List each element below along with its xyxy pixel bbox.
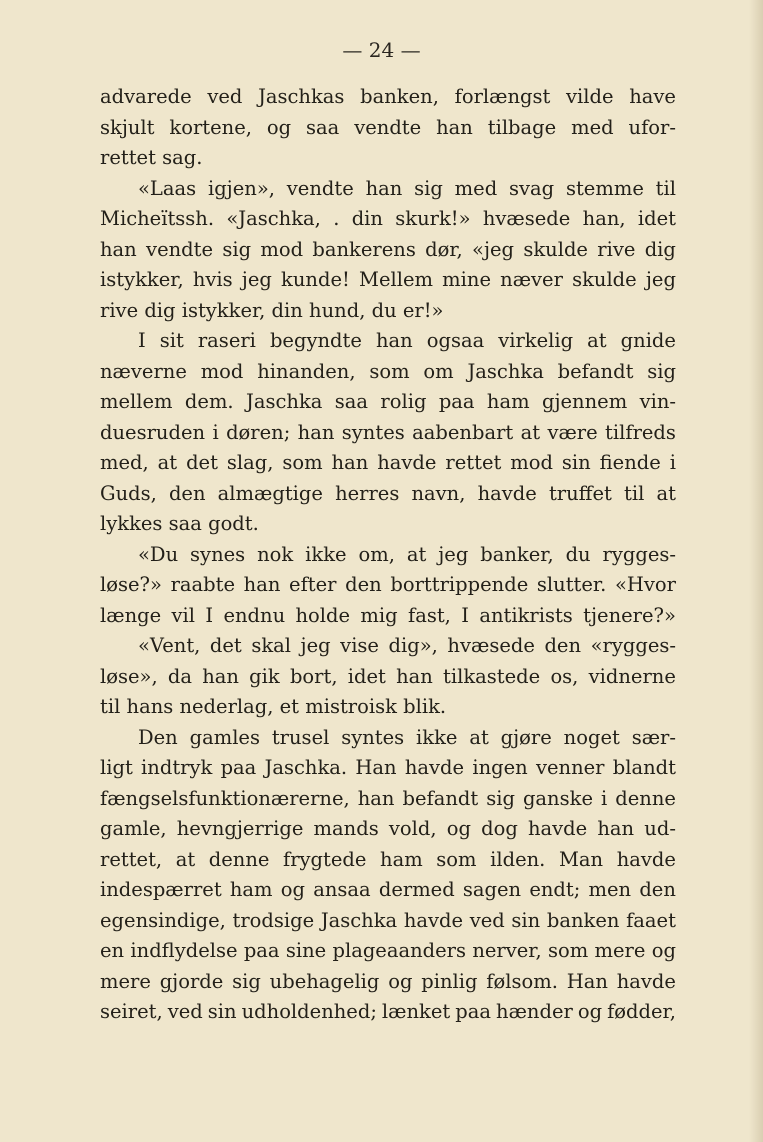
text-line: ligt indtryk paa Jaschka. Han havde ingen venner blandt <box>100 756 676 779</box>
text-line: længe vil I endnu holde mig fast, I antikrists tjenere?» <box>100 603 676 627</box>
text-line: løse», da han gik bort, idet han tilkastede os, vidnerne <box>100 664 676 688</box>
text-line: istykker, hvis jeg kunde! Mellem mine næver skulde jeg <box>100 268 676 291</box>
text-line: mere gjorde sig ubehagelig og pinlig følsom. Han havde <box>100 969 676 993</box>
text-line: løse?» raabte han efter den borttrippende slutter. «Hvor <box>100 573 676 596</box>
text-line: advarede ved Jaschkas banken, forlængst vilde have <box>100 85 676 108</box>
text-line: fængselsfunktionærerne, han befandt sig ganske i denne <box>100 786 676 810</box>
page-number: — 24 — <box>342 38 421 62</box>
text-line: med, at det slag, som han havde rettet mod sin fiende i <box>100 451 676 474</box>
text-line: han vendte sig mod bankerens dør, «jeg skulde rive dig <box>100 237 676 261</box>
text-line: duesruden i døren; han syntes aabenbart at være tilfreds <box>100 420 676 444</box>
text-line: I sit raseri begyndte han ogsaa virkelig at gnide <box>138 329 676 352</box>
text-line: skjult kortene, og saa vendte han tilbage med ufor- <box>100 115 676 139</box>
text-line: gamle, hevngjerrige mands vold, og dog havde han ud- <box>100 817 676 840</box>
text-line: til hans nederlag, et mistroisk blik. <box>100 695 447 718</box>
text-line: seiret, ved sin udholdenhed; lænket paa hænder og fødder, <box>100 1000 676 1023</box>
page-edge-shadow <box>749 0 763 1142</box>
text-line: rettet sag. <box>100 146 203 169</box>
text-line: indespærret ham og ansaa dermed sagen endt; men den <box>100 878 676 901</box>
body-text <box>100 82 676 1028</box>
text-line: en indflydelse paa sine plageaanders nerver, som mere og <box>100 939 676 962</box>
text-line: mellem dem. Jaschka saa rolig paa ham gjennem vin- <box>100 390 676 413</box>
text-line: «Vent, det skal jeg vise dig», hvæsede den «rygges- <box>138 634 676 657</box>
text-line: næverne mod hinanden, som om Jaschka befandt sig <box>100 359 676 383</box>
text-line: Den gamles trusel syntes ikke at gjøre noget sær- <box>138 725 676 749</box>
text-line: «Du synes nok ikke om, at jeg banker, du rygges- <box>138 542 676 566</box>
text-line: Micheïtssh. «Jaschka, . din skurk!» hvæsede han, idet <box>100 207 676 230</box>
text-line: rettet, at denne frygtede ham som ilden. Man havde <box>100 847 676 871</box>
text-line: «Laas igjen», vendte han sig med svag stemme til <box>138 176 676 200</box>
text-line: lykkes saa godt. <box>100 512 259 535</box>
text-line: Guds, den almægtige herres navn, havde truffet til at <box>100 481 676 505</box>
text-line: rive dig istykker, din hund, du er!» <box>100 298 444 322</box>
text-line: egensindige, trodsige Jaschka havde ved sin banken faaet <box>100 908 676 932</box>
